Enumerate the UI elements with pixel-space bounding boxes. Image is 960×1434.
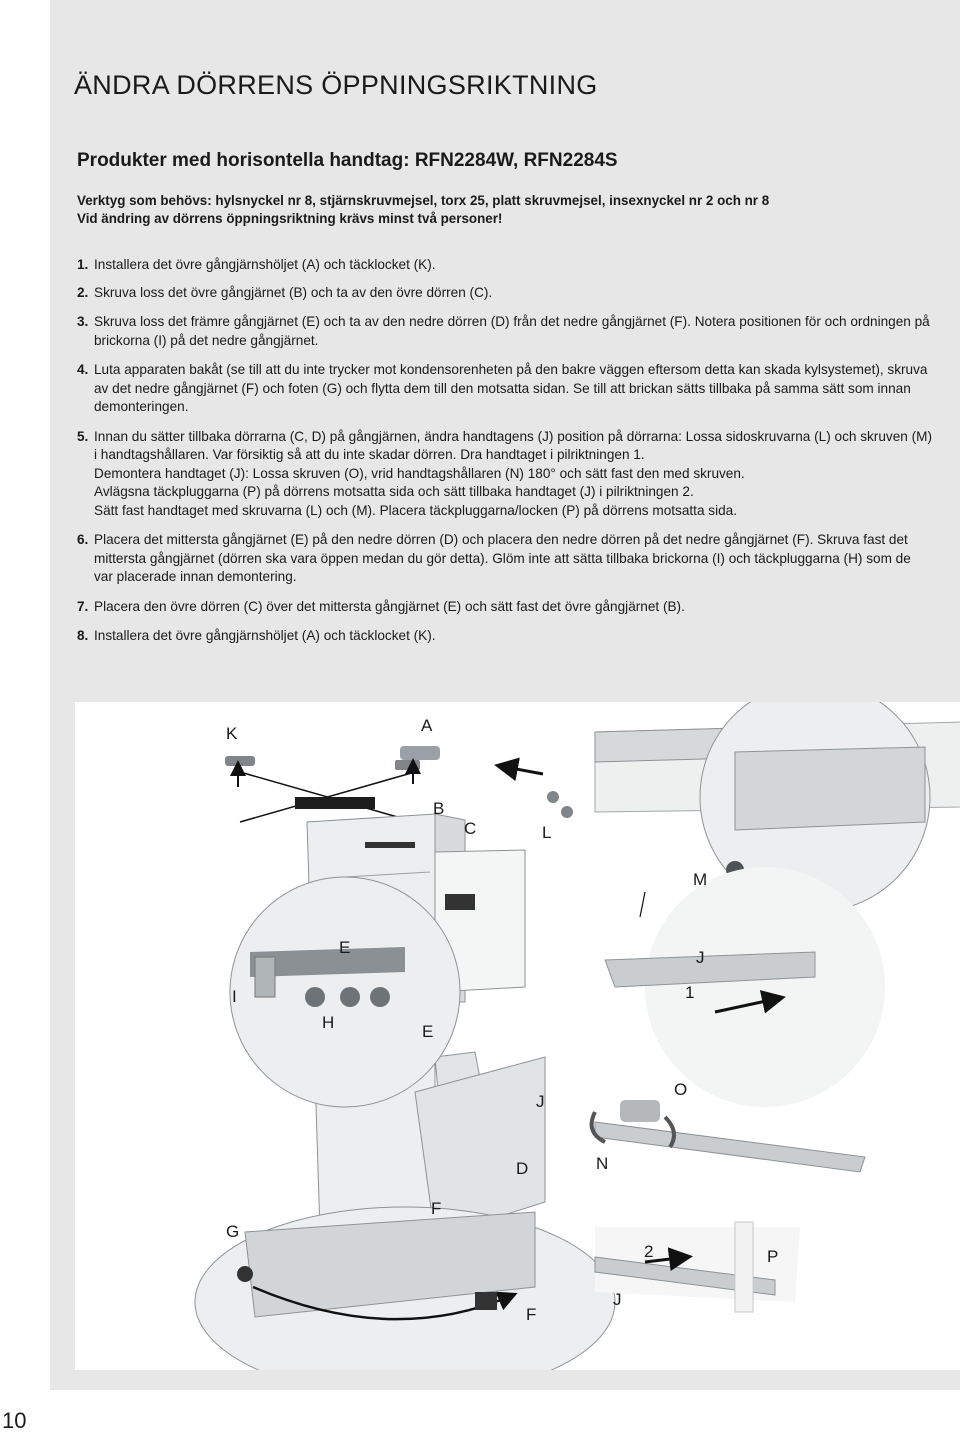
label-1: 1 xyxy=(685,983,695,1002)
label-i: I xyxy=(232,987,237,1006)
label-h: H xyxy=(322,1013,335,1032)
warning-line: Vid ändring av dörrens öppningsriktning krävs minst två personer! xyxy=(77,211,503,226)
label-j-door: J xyxy=(536,1092,545,1111)
label-j: J xyxy=(696,948,705,967)
step-text: Skruva loss det övre gångjärnet (B) och ta av den övre dörren (C). xyxy=(94,284,493,300)
step-6 xyxy=(77,531,933,587)
label-p: P xyxy=(767,1247,779,1266)
instruction-illustration xyxy=(75,702,960,1370)
label-f-bottom: F xyxy=(526,1305,537,1324)
step-text: Innan du sätter tillbaka dörrarna (C, D) på gångjärnen, ändra handtagens (J) position på dörrarna: Lossa sidoskruvarna (L) och skruven (M) i handtagshållaren. Var försiktig så att du inte skadar dörren. Dra handtaget i pilriktningen 1. xyxy=(94,428,932,462)
step-8 xyxy=(77,627,933,646)
step-text: Sätt fast handtaget med skruvarna (L) och (M). Placera täckpluggarna/locken (P) på dörrens motsatta sida. xyxy=(94,502,737,518)
step-4 xyxy=(77,361,933,417)
label-g: G xyxy=(226,1222,240,1241)
label-a: A xyxy=(421,716,433,735)
label-n: N xyxy=(596,1154,609,1173)
step-number: 1. xyxy=(77,257,89,272)
step-text: Demontera handtaget (J): Lossa skruven (O), vrid handtagshållaren (N) 180° och sätt fast den med skruven. xyxy=(94,465,745,481)
step-number: 7. xyxy=(77,598,89,614)
label-c: C xyxy=(464,819,477,838)
label-o: O xyxy=(674,1080,688,1099)
section-subtitle: Produkter med horisontella handtag: RFN2284W, RFN2284S xyxy=(77,150,618,171)
handle-step-1 xyxy=(605,867,885,1107)
step-number: 4. xyxy=(77,362,89,377)
top-hinge-detail xyxy=(225,746,440,822)
label-b: B xyxy=(433,799,445,818)
handle-holder-rotate xyxy=(592,1100,865,1172)
label-e-lower: E xyxy=(422,1022,434,1041)
step-number: 3. xyxy=(77,314,89,329)
middle-hinge-closeup xyxy=(230,877,460,1107)
step-text: Installera det övre gångjärnshöljet (A) och täcklocket (K). xyxy=(94,257,436,272)
step-2 xyxy=(77,284,933,303)
label-f: F xyxy=(431,1199,442,1218)
step-text: Installera det övre gångjärnshöljet (A) och täcklocket (K). xyxy=(94,628,436,643)
page-title: ÄNDRA DÖRRENS ÖPPNINGSRIKTNING xyxy=(74,70,598,100)
step-number: 8. xyxy=(77,628,89,643)
step-number: 5. xyxy=(77,428,89,444)
tools-line: Verktyg som behövs: hylsnyckel nr 8, stjärnskruvmejsel, torx 25, platt skruvmejsel, insexnyckel nr 2 och nr 8 xyxy=(77,193,770,208)
fridge-diagram xyxy=(75,702,960,1370)
label-k: K xyxy=(226,724,238,743)
step-7 xyxy=(77,598,933,617)
foot-closeup xyxy=(195,1207,615,1370)
tools-note xyxy=(77,192,937,228)
step-text: Placera den övre dörren (C) över det mittersta gångjärnet (E) och sätt fast det övre gångjärnet (B). xyxy=(94,598,685,614)
label-d: D xyxy=(516,1159,529,1178)
label-j-bottom: J xyxy=(613,1290,622,1309)
handle-step-2 xyxy=(595,1222,800,1312)
step-text: Placera det mittersta gångjärnet (E) på den nedre dörren (D) och placera den nedre dörren på det nedre gångjärnet (F). Skruva fast det mittersta gångjärnet (dörren ska vara öppen medan du gör detta). Glöm inte att sätta tillbaka brickorna (I) och täckpluggarna (H) som de var placerade innan demontering. xyxy=(94,532,911,584)
step-3 xyxy=(77,313,933,350)
label-m: M xyxy=(693,870,708,889)
page-number: 10 xyxy=(2,1408,27,1433)
step-1 xyxy=(77,256,933,275)
instruction-steps xyxy=(77,256,933,646)
step-text: Luta apparaten bakåt (se till att du inte trycker mot kondensorenheten på den bakre väggen eftersom detta kan skada kylsystemet), skruva av det nedre gångjärnet (F) och foten (G) och flytta dem till den motsatta sidan. Se till att brickan sätts tillbaka på samma sätt som innan demonteringen. xyxy=(94,362,928,414)
step-text: Skruva loss det främre gångjärnet (E) och ta av den nedre dörren (D) från det nedre gångjärnet (F). Notera positionen för och ordningen på brickorna (I) på det nedre gångjärnet. xyxy=(94,314,930,348)
step-text: Avlägsna täckpluggarna (P) på dörrens motsatta sida och sätt tillbaka handtaget (J) i pilriktningen 2. xyxy=(94,484,694,499)
step-number: 2. xyxy=(77,284,89,300)
label-l: L xyxy=(542,823,552,842)
label-2: 2 xyxy=(644,1242,654,1261)
step-5 xyxy=(77,428,933,521)
label-e: E xyxy=(339,938,351,957)
step-number: 6. xyxy=(77,532,89,547)
